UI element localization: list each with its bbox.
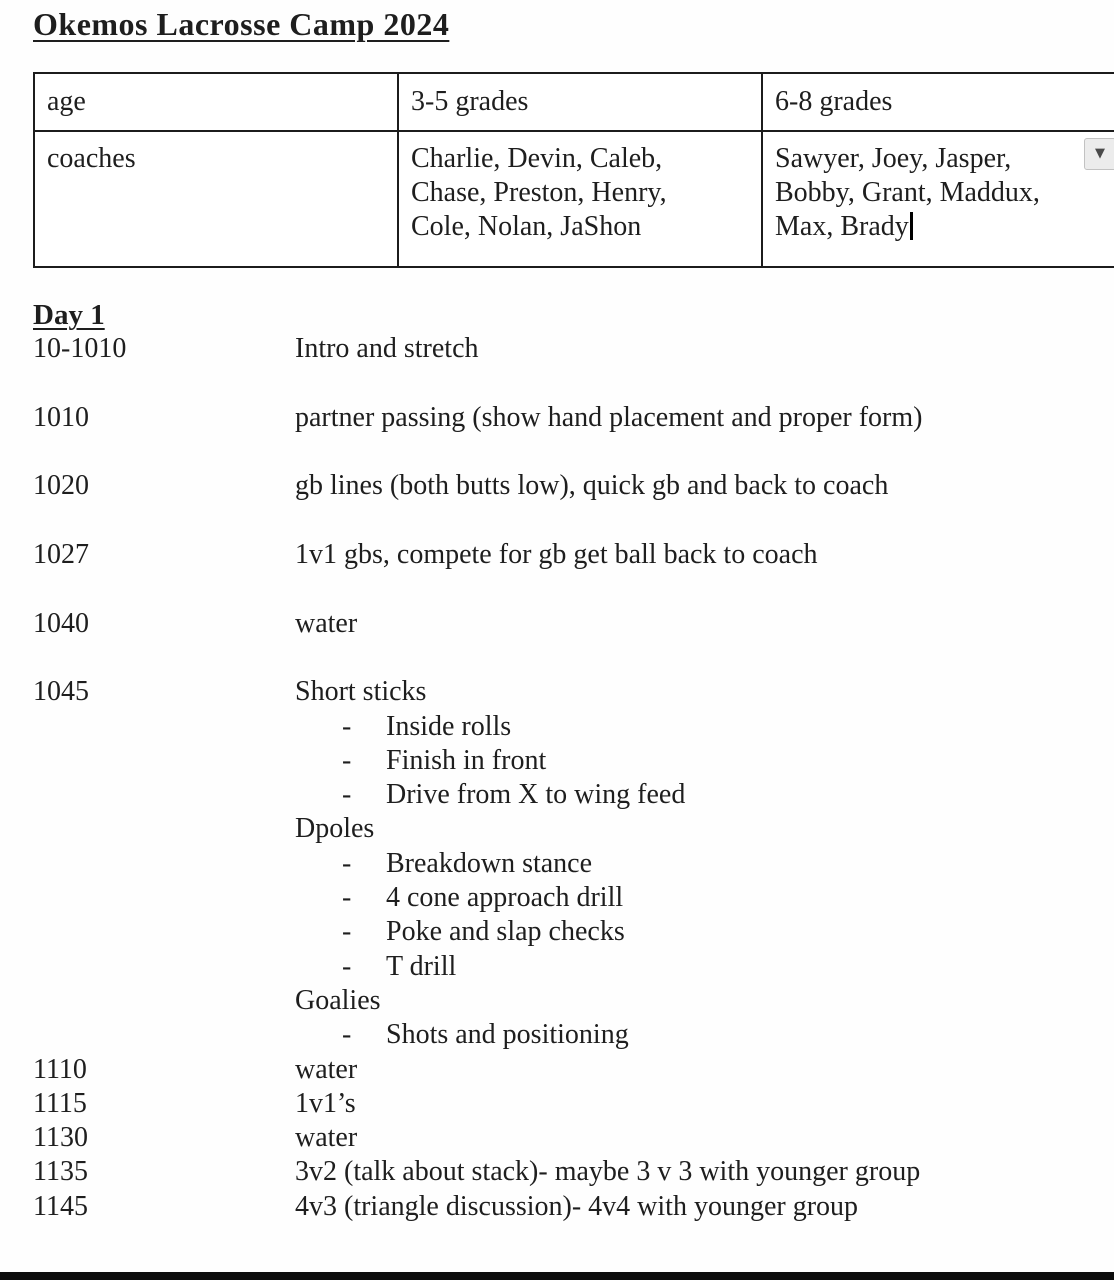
schedule-row <box>33 469 1093 503</box>
activity-group <box>295 675 1093 1052</box>
section-header: Dpoles <box>295 813 375 845</box>
coaches-6-8-line: Sawyer, Joey, Jasper, <box>775 143 1012 174</box>
bullet-dash: - <box>342 847 352 879</box>
bullet-dash: - <box>342 779 352 811</box>
time-label: 1040 <box>33 607 89 639</box>
time-label: 1027 <box>33 539 89 571</box>
day-heading: Day 1 <box>33 299 105 331</box>
row-label-cell[interactable]: coaches <box>34 131 398 267</box>
schedule-row <box>33 1087 1093 1121</box>
time-label: 1020 <box>33 470 89 502</box>
schedule-row <box>33 538 1093 572</box>
bullet-text: Shots and positioning <box>386 1019 629 1051</box>
time-label: 1135 <box>33 1156 88 1188</box>
activity-text: gb lines (both butts low), quick gb and back to coach <box>295 470 889 502</box>
bullet-item <box>342 881 1093 915</box>
bullet-dash: - <box>342 950 352 982</box>
time-label: 1130 <box>33 1122 88 1154</box>
activity-text: water <box>295 607 358 639</box>
coaches-3-5-line: Chase, Preston, Henry, <box>411 177 667 208</box>
activity-text: 4v3 (triangle discussion)- 4v4 with younger group <box>295 1190 859 1222</box>
bullet-item <box>342 915 1093 949</box>
bullet-text: T drill <box>386 950 457 982</box>
bullet-item <box>342 744 1093 778</box>
schedule-row <box>33 1190 1093 1224</box>
time-label: 1010 <box>33 401 89 433</box>
day1-schedule <box>33 298 1093 1224</box>
schedule-row <box>33 1053 1093 1087</box>
bullet-item <box>342 847 1093 881</box>
table-coaches-row <box>34 131 1114 267</box>
activity-text: water <box>295 1122 358 1154</box>
dropdown-arrow-icon: ▼ <box>1095 146 1105 161</box>
bullet-text: Finish in front <box>386 744 547 776</box>
time-label: 10-1010 <box>33 333 127 365</box>
dropdown-button[interactable] <box>1084 138 1114 170</box>
header-cell-age[interactable]: age <box>34 73 398 131</box>
time-label: 1045 <box>33 676 89 708</box>
activity-text: 3v2 (talk about stack)- maybe 3 v 3 with younger group <box>295 1156 921 1188</box>
coaches-3-5-line: Cole, Nolan, JaShon <box>411 211 642 242</box>
header-cell-3-5-grades[interactable]: 3-5 grades <box>398 73 762 131</box>
schedule-row <box>33 1155 1093 1189</box>
activity-text: water <box>295 1053 358 1085</box>
bullet-dash: - <box>342 744 352 776</box>
time-label: 1110 <box>33 1053 87 1085</box>
time-label: 1115 <box>33 1087 87 1119</box>
document-title: Okemos Lacrosse Camp 2024 <box>33 6 450 42</box>
bullet-text: Poke and slap checks <box>386 916 625 948</box>
activity-text: 1v1’s <box>295 1087 356 1119</box>
section-header: Short sticks <box>295 676 427 708</box>
time-label: 1145 <box>33 1190 88 1222</box>
bullet-item <box>342 778 1093 812</box>
activity-text: partner passing (show hand placement and proper form) <box>295 401 923 433</box>
bullet-text: Breakdown stance <box>386 847 593 879</box>
schedule-row <box>33 401 1093 435</box>
bullet-item <box>342 710 1093 744</box>
schedule-row-group <box>33 675 1093 1052</box>
bottom-black-bar <box>0 1272 1114 1280</box>
bullet-text: 4 cone approach drill <box>386 882 624 914</box>
activity-text: 1v1 gbs, compete for gb get ball back to coach <box>295 539 818 571</box>
coaches-6-8-line: Max, Brady <box>775 210 1114 244</box>
bullet-item <box>342 950 1093 984</box>
bullet-dash: - <box>342 882 352 914</box>
schedule-row <box>33 332 1093 366</box>
table-header-row <box>34 73 1114 131</box>
schedule-row <box>33 607 1093 641</box>
bullet-item <box>342 1018 1093 1052</box>
coaches-6-8-cell[interactable] <box>762 131 1114 267</box>
bullet-dash: - <box>342 916 352 948</box>
bullet-text: Drive from X to wing feed <box>386 779 686 811</box>
bullet-text: Inside rolls <box>386 710 512 742</box>
bullet-dash: - <box>342 1019 352 1051</box>
activity-text: Intro and stretch <box>295 333 479 365</box>
coaches-table <box>33 72 1114 268</box>
coaches-3-5-line: Charlie, Devin, Caleb, <box>411 143 663 174</box>
schedule-row <box>33 1121 1093 1155</box>
section-header: Goalies <box>295 984 381 1016</box>
bullet-dash: - <box>342 710 352 742</box>
coaches-3-5-cell[interactable] <box>398 131 762 267</box>
coaches-6-8-line: Bobby, Grant, Maddux, <box>775 177 1040 208</box>
text-cursor <box>910 212 913 240</box>
header-cell-6-8-grades[interactable]: 6-8 grades <box>762 73 1114 131</box>
